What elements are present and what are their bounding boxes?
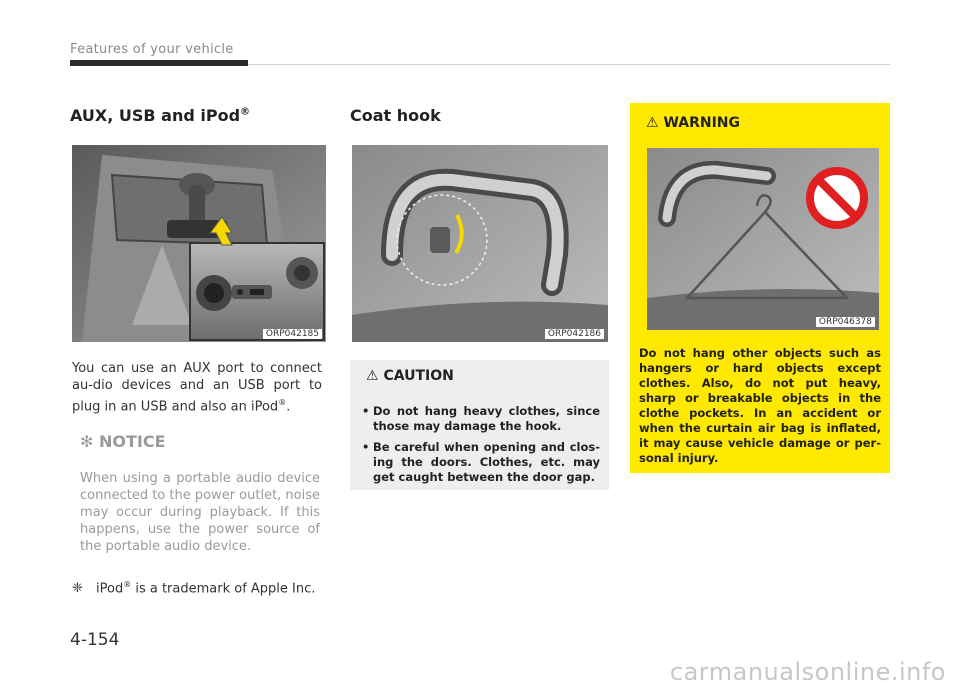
header-bar bbox=[70, 60, 248, 66]
aux-section-title: AUX, USB and iPod® bbox=[70, 106, 251, 125]
caution-box bbox=[350, 360, 609, 490]
warning-title: ⚠ WARNING bbox=[646, 115, 740, 131]
warning-figure bbox=[647, 148, 879, 330]
console-illustration bbox=[72, 145, 326, 342]
warning-box bbox=[630, 103, 890, 473]
warning-triangle-icon: ⚠ bbox=[646, 115, 659, 131]
hanger-illustration bbox=[647, 148, 879, 330]
trademark-note: ❈ iPod® is a trademark of Apple Inc. bbox=[72, 580, 316, 597]
aux-body-text: You can use an AUX port to connect au-dio devices and an USB port to plug in an USB and also an iPod®. bbox=[72, 361, 322, 415]
figure-code: ORP042185 bbox=[263, 329, 322, 339]
page-number: 4-154 bbox=[70, 630, 120, 650]
caution-item: • Be careful when opening and clos-ing the doors. Clothes, etc. may get caught between the door gap. bbox=[362, 440, 600, 485]
coat-hook-illustration bbox=[352, 145, 608, 342]
notice-star-icon: ✻ bbox=[80, 432, 94, 451]
prohibited-icon bbox=[810, 171, 864, 225]
chapter-header: Features of your vehicle bbox=[70, 42, 234, 57]
caution-title: ⚠ CAUTION bbox=[366, 368, 454, 384]
notice-star-icon: ❈ bbox=[72, 581, 83, 597]
coat-hook-figure bbox=[352, 145, 608, 342]
figure-code: ORP046378 bbox=[816, 317, 875, 327]
caution-list bbox=[362, 404, 600, 491]
aux-usb-figure bbox=[72, 145, 326, 342]
caution-item: • Do not hang heavy clothes, since those may damage the hook. bbox=[362, 404, 600, 434]
watermark: carmanualsonline.info bbox=[669, 658, 946, 686]
caution-triangle-icon: ⚠ bbox=[366, 368, 379, 384]
notice-body: When using a portable audio device connected to the power outlet, noise may occur during playback. If this happens, use the power source of the portable audio device. bbox=[80, 471, 321, 554]
warning-text: Do not hang other objects such as hangers or hard objects except clothes. Also, do not put heavy, sharp or breakable objects in the clothe pockets. In an accident or when the curtain air bag is inflated, it may cause vehicle damage or per-sonal injury. bbox=[639, 346, 881, 465]
coat-hook-section-title: Coat hook bbox=[350, 106, 441, 125]
header-rule bbox=[248, 64, 890, 65]
notice-title: ✻ NOTICE bbox=[80, 432, 166, 451]
figure-code: ORP042186 bbox=[545, 329, 604, 339]
